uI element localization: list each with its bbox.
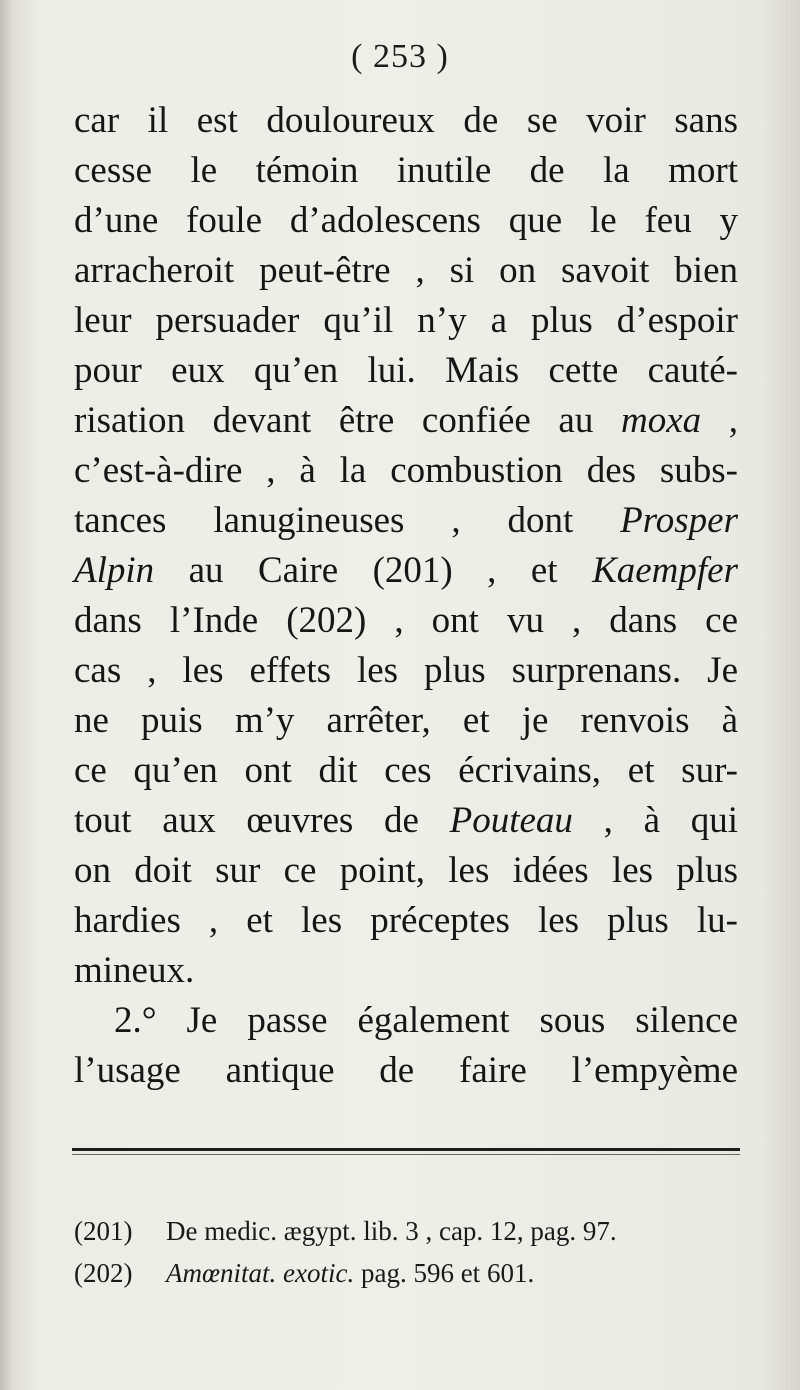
text-line: mineux. (74, 950, 195, 991)
footnotes (74, 1210, 744, 1294)
text-line: cas , les effets les plus surprenans. Je (74, 650, 738, 691)
footnote (74, 1252, 744, 1294)
text-line: Alpin au Caire (201) , et Kaempfer (74, 550, 738, 591)
footnote-text: pag. 596 et 601. (354, 1258, 535, 1288)
text-line: tances lanugineuses , dont Prosper (74, 500, 738, 541)
page-number: ( 253 ) (351, 38, 449, 75)
italic-name: Kaempfer (592, 550, 738, 591)
text-line: d’une foule d’adolescens que le feu y (74, 200, 738, 241)
body-text (74, 96, 738, 1096)
text-line: on doit sur ce point, les idées les plus (74, 850, 738, 891)
italic-name: Prosper (620, 500, 738, 541)
footnote-rule-thin (72, 1154, 740, 1155)
text-line: pour eux qu’en lui. Mais cette cauté- (74, 350, 738, 391)
text-line: car il est douloureux de se voir sans (74, 100, 738, 141)
text-line: l’usage antique de faire l’empyème (74, 1050, 738, 1091)
footnote-text: De medic. ægypt. lib. 3 , cap. 12, pag. 97. (166, 1216, 617, 1246)
text-line: risation devant être confiée au moxa , (74, 400, 738, 441)
footnote-italic: Amœnitat. exotic. (166, 1258, 355, 1288)
text-line: 2.° Je passe également sous silence (114, 1000, 738, 1041)
footnote (74, 1210, 744, 1252)
text-line: ne puis m’y arrêter, et je renvois à (74, 700, 738, 741)
text-line: ce qu’en ont dit ces écrivains, et sur- (74, 750, 738, 791)
footnote-number: (201) (74, 1216, 133, 1246)
text-line: c’est-à-dire , à la combustion des subs- (74, 450, 738, 491)
text-line: tout aux œuvres de Pouteau , à qui (74, 800, 738, 841)
italic-term: moxa (620, 400, 702, 441)
text-line: dans l’Inde (202) , ont vu , dans ce (74, 600, 738, 641)
text-line: arracheroit peut-être , si on savoit bien (74, 250, 738, 291)
italic-name: Pouteau (449, 800, 573, 841)
text-line: hardies , et les préceptes les plus lu- (74, 900, 738, 941)
text-line: leur persuader qu’il n’y a plus d’espoir (74, 300, 738, 341)
footnote-number: (202) (74, 1258, 133, 1288)
page-gutter-shadow (0, 0, 14, 1390)
footnote-rule (72, 1148, 740, 1151)
italic-name: Alpin (74, 550, 155, 591)
text-line: cesse le témoin inutile de la mort (74, 150, 738, 191)
